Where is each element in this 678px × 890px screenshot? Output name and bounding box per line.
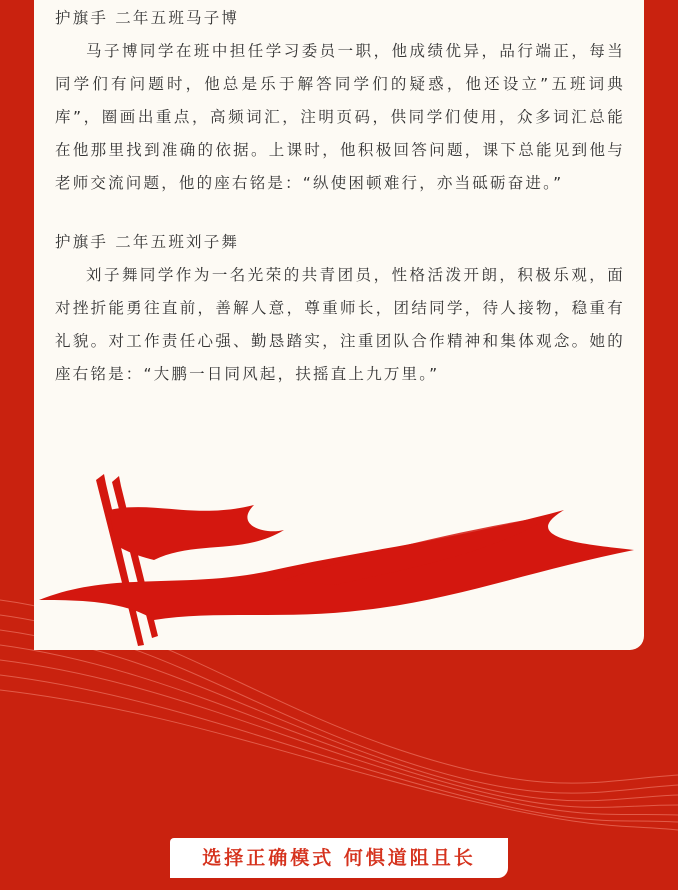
student-section-2 <box>55 226 625 391</box>
red-flag-illustration <box>34 460 644 650</box>
section-body: 刘子舞同学作为一名光荣的共青团员，性格活泼开朗，积极乐观，面对挫折能勇往直前，善解人意，尊重师长，团结同学，待人接物，稳重有礼貌。对工作责任心强、勤恳踏实，注重团队合作精神和集体观念。她的座右铭是：“大鹏一日同风起，扶摇直上九万里。” <box>55 266 625 383</box>
section-body: 马子博同学在班中担任学习委员一职，他成绩优异，品行端正，每当同学们有问题时，他总是乐于解答同学们的疑惑，他还设立”五班词典库”，圈画出重点，高频词汇，注明页码，供同学们使用，众多词汇总能在他那里找到准确的依据。上课时，他积极回答问题，课下总能见到他与老师交流问题，他的座右铭是：“纵使困顿难行，亦当砥砺奋进。” <box>55 42 625 192</box>
content-card <box>34 0 644 650</box>
section-title: 护旗手 二年五班刘子舞 <box>55 233 240 251</box>
slogan-banner: 选择正确模式 何惧道阻且长 <box>170 838 508 878</box>
section-title: 护旗手 二年五班马子博 <box>55 9 240 27</box>
student-section-1 <box>55 2 625 200</box>
